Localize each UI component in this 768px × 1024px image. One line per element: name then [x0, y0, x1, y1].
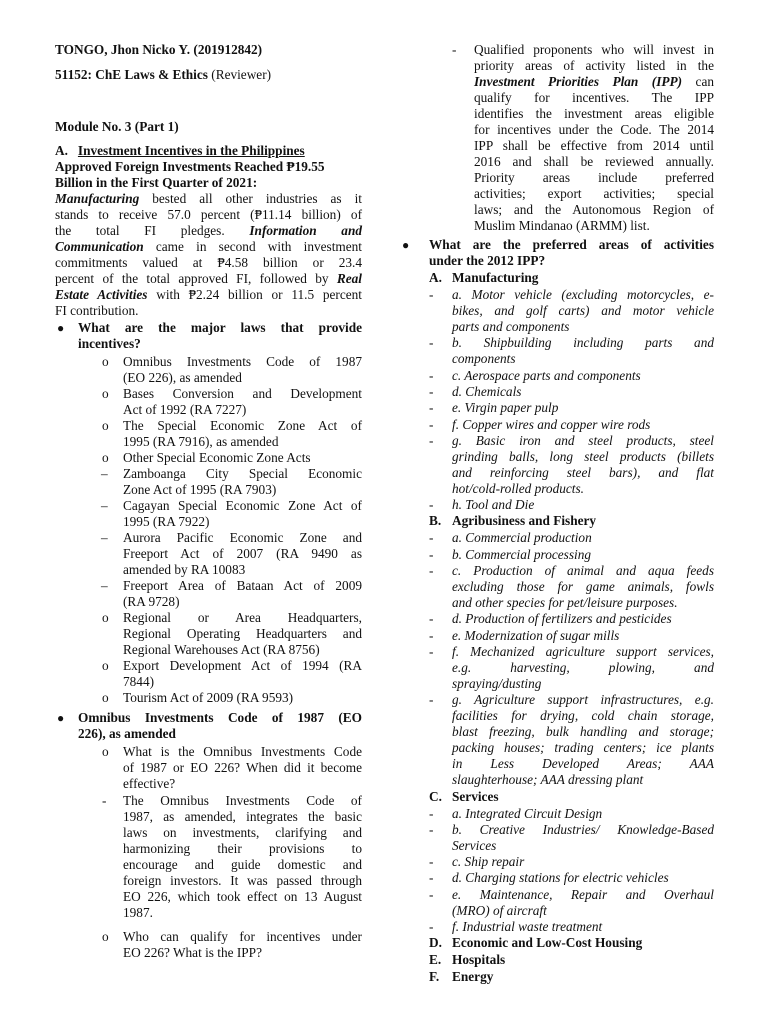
- dash-marker: -: [429, 627, 434, 643]
- dash-marker: -: [429, 643, 434, 659]
- omnibus-line: EO 226? What is the IPP?: [123, 945, 262, 960]
- para-line: [55, 287, 362, 303]
- activity-line: a. Integrated Circuit Design: [452, 805, 603, 821]
- circle-bullet-icon: o: [102, 354, 109, 369]
- real-term: Real: [336, 271, 362, 286]
- ipp-line: priority areas of activity listed in the: [474, 58, 714, 73]
- circle-bullet-icon: o: [102, 658, 109, 673]
- activity-line: and reinforcing steel bars), and flat: [452, 464, 714, 480]
- dash-marker: -: [429, 416, 434, 432]
- section-letter: A.: [429, 270, 442, 285]
- ipp-line: Priority areas include preferred: [474, 170, 714, 185]
- dash-marker: –: [101, 578, 108, 593]
- omnibus-line: Who can qualify for incentives under: [123, 929, 362, 944]
- law-line: Zone Act of 1995 (RA 7903): [123, 482, 277, 497]
- activity-line: packing houses; trading centers; ice plants: [452, 740, 714, 756]
- section-a-title: Investment Incentives in the Philippines: [77, 143, 305, 158]
- course-title: [55, 67, 362, 83]
- activity-line: a. Motor vehicle (excluding motorcycles, e-: [452, 287, 714, 302]
- dash-marker: -: [429, 886, 434, 902]
- section-title: Energy: [452, 969, 494, 985]
- activity-line: h. Tool and Die: [452, 497, 535, 513]
- activity-line: c. Production of animal and aqua feeds: [452, 563, 714, 578]
- dash-marker: -: [429, 611, 434, 627]
- para-line: commitments valued at ₱4.58 billion or 23.4: [55, 255, 362, 270]
- law-line: (EO 226), as amended: [123, 370, 242, 385]
- estate-term: Estate Activities: [55, 287, 148, 302]
- dash-marker: -: [429, 497, 434, 513]
- bullet-icon: ●: [57, 321, 65, 335]
- activity-line: e. Virgin paper pulp: [452, 400, 559, 416]
- activity-line: in Less Developed Areas; AAA: [452, 756, 714, 772]
- activity-line: c. Aerospace parts and components: [452, 367, 641, 383]
- info-term: Information and: [249, 223, 362, 238]
- section-title: Manufacturing: [452, 270, 539, 285]
- law-line: Act of 1992 (RA 7227): [123, 402, 247, 417]
- subhead-line-1: Approved Foreign Investments Reached ₱19.55: [55, 159, 325, 174]
- dash-marker: -: [429, 530, 434, 546]
- omnibus-line: 1987.: [123, 905, 153, 920]
- activity-line: facilities for drying, cold chain storage,: [452, 708, 714, 724]
- activity-line: b. Commercial processing: [452, 546, 591, 562]
- law-line: 1995 (RA 7922): [123, 514, 210, 529]
- question-line: What are the major laws that provide: [78, 320, 362, 335]
- activity-line: f. Mechanized agriculture support services,: [452, 643, 714, 659]
- activity-line: grinding balls, long steel products (billets: [452, 448, 714, 464]
- activity-line: Services: [452, 837, 497, 853]
- activity-line: d. Production of fertilizers and pesticides: [452, 611, 672, 627]
- activity-line: spraying/dusting: [452, 675, 542, 691]
- bullet-icon: ●: [402, 238, 410, 252]
- activity-line: g. Basic iron and steel products, steel: [452, 432, 714, 448]
- section-letter: C.: [429, 788, 442, 804]
- section-a-heading: [55, 143, 362, 159]
- dash-marker: -: [429, 870, 434, 886]
- activity-line: (MRO) of aircraft: [452, 902, 547, 918]
- para-fragment: came in second with investment: [143, 239, 362, 254]
- omnibus-line: of 1987 or EO 226? When did it become: [123, 760, 362, 775]
- section-letter: B.: [429, 513, 442, 529]
- dash-marker: -: [429, 335, 434, 351]
- law-line: Export Development Act of 1994 (RA: [123, 658, 362, 673]
- omnibus-line: effective?: [123, 776, 176, 791]
- activity-line: parts and components: [452, 319, 570, 334]
- circle-bullet-icon: o: [102, 610, 109, 625]
- course-suffix: (Reviewer): [211, 67, 272, 82]
- ipp-line: activities; export activities; special: [474, 186, 714, 201]
- subhead-line-2: Billion in the First Quarter of 2021:: [55, 175, 258, 190]
- section-title: Hospitals: [452, 952, 506, 968]
- activity-line: b. Shipbuilding including parts and: [452, 335, 714, 351]
- manufacturing-term: Manufacturing: [55, 191, 140, 206]
- para-line: [55, 239, 362, 255]
- circle-bullet-icon: o: [102, 690, 109, 705]
- question-line: incentives?: [78, 336, 141, 351]
- activity-line: f. Copper wires and copper wire rods: [452, 416, 651, 432]
- ipp-term: Investment Priorities Plan (IPP): [474, 74, 683, 89]
- dash-marker: -: [429, 821, 434, 837]
- activity-line: d. Chemicals: [452, 383, 522, 399]
- para-fragment: with ₱2.24 billion or 11.5 percent: [147, 287, 362, 302]
- dash-marker: -: [429, 805, 434, 821]
- law-line: Regional Warehouses Act (RA 8756): [123, 642, 320, 657]
- circle-bullet-icon: o: [102, 450, 109, 465]
- section-title: Economic and Low-Cost Housing: [452, 935, 643, 951]
- heading-line: 226), as amended: [78, 726, 176, 741]
- omnibus-line: What is the Omnibus Investments Code: [123, 744, 362, 759]
- law-line: Zamboanga City Special Economic: [123, 466, 362, 481]
- para-fragment: bested all other industries as it: [139, 191, 362, 206]
- omnibus-line: laws on investments, clarifying and: [123, 825, 362, 840]
- section-letter: E.: [429, 952, 442, 968]
- section-a-letter: A.: [55, 143, 68, 158]
- law-line: Regional or Area Headquarters,: [123, 610, 362, 625]
- activity-line: and other species for pet/leisure purposes.: [452, 595, 678, 610]
- circle-bullet-icon: o: [102, 929, 109, 944]
- law-line: Bases Conversion and Development: [123, 386, 362, 401]
- activity-line: e. Maintenance, Repair and Overhaul: [452, 886, 714, 902]
- ipp-line: qualify for incentives. The IPP: [474, 90, 714, 105]
- activity-line: a. Commercial production: [452, 530, 592, 546]
- para-fragment: can: [682, 74, 714, 89]
- activity-line: components: [452, 351, 516, 367]
- law-line: Cagayan Special Economic Zone Act of: [123, 498, 362, 513]
- activity-line: blast freezing, bulk handling and storage;: [452, 724, 714, 740]
- dash-marker: -: [429, 287, 434, 302]
- law-line: 7844): [123, 674, 155, 689]
- law-line: amended by RA 10083: [123, 562, 246, 577]
- omnibus-line: harmonizing their provisions to: [123, 841, 362, 856]
- dash-marker: -: [102, 793, 107, 808]
- dash-marker: -: [429, 367, 434, 383]
- law-line: Tourism Act of 2009 (RA 9593): [123, 690, 294, 705]
- para-line: FI contribution.: [55, 303, 139, 318]
- law-line: Freeport Area of Bataan Act of 2009: [123, 578, 362, 593]
- ipp-line: for incentives under the Code. The 2014: [474, 122, 714, 137]
- law-line: Omnibus Investments Code of 1987: [123, 354, 362, 369]
- circle-bullet-icon: o: [102, 744, 109, 759]
- question-line: under the 2012 IPP?: [429, 253, 546, 268]
- section-letter: F.: [429, 969, 440, 985]
- omnibus-line: 1987, as amended, integrates the basic: [123, 809, 362, 824]
- activity-line: e.g. harvesting, plowing, and: [452, 659, 714, 675]
- ipp-line: 2016 and shall be reviewed annually.: [474, 154, 714, 169]
- law-line: (RA 9728): [123, 594, 180, 609]
- section-title: Agribusiness and Fishery: [452, 513, 597, 529]
- activity-line: b. Creative Industries/ Knowledge-Based: [452, 821, 714, 837]
- omnibus-line: EO 226, which took effect on 13 August: [123, 889, 362, 904]
- activity-line: g. Agriculture support infrastructures, e.g.: [452, 692, 714, 708]
- para-line: [55, 271, 362, 287]
- activity-line: hot/cold-rolled products.: [452, 480, 584, 496]
- dash-marker: –: [101, 466, 108, 481]
- activity-line: f. Industrial waste treatment: [452, 919, 603, 934]
- dash-marker: -: [429, 919, 434, 934]
- law-line: 1995 (RA 7916), as amended: [123, 434, 279, 449]
- activity-line: c. Ship repair: [452, 854, 525, 870]
- law-line: Freeport Act of 2007 (RA 9490 as: [123, 546, 362, 561]
- dash-marker: -: [429, 383, 434, 399]
- activity-line: d. Charging stations for electric vehicles: [452, 870, 669, 886]
- course-code: 51152: ChE Laws & Ethics: [55, 67, 208, 82]
- section-title: Services: [452, 788, 499, 804]
- dash-marker: -: [429, 563, 434, 578]
- ipp-line: identifies the investment areas eligible: [474, 106, 714, 121]
- circle-bullet-icon: o: [102, 418, 109, 433]
- law-line: Other Special Economic Zone Acts: [123, 450, 311, 465]
- dash-marker: -: [429, 432, 434, 448]
- ipp-line: laws; and the Autonomous Region of: [474, 202, 714, 217]
- dash-marker: -: [429, 546, 434, 562]
- dash-marker: -: [429, 692, 434, 708]
- communication-term: Communication: [55, 239, 144, 254]
- para-fragment: percent of the total approved FI, followed by: [55, 271, 337, 286]
- omnibus-line: foreign investors. It was passed through: [123, 873, 362, 888]
- omnibus-line: encourage and guide domestic and: [123, 857, 362, 872]
- law-line: Aurora Pacific Economic Zone and: [123, 530, 362, 545]
- student-name: TONGO, Jhon Nicko Y. (201912842): [55, 42, 263, 57]
- heading-line: Omnibus Investments Code of 1987 (EO: [78, 710, 362, 725]
- dash-marker: –: [101, 530, 108, 545]
- module-title: Module No. 3 (Part 1): [55, 119, 179, 134]
- circle-bullet-icon: o: [102, 386, 109, 401]
- ipp-line: [474, 74, 714, 90]
- law-line: The Special Economic Zone Act of: [123, 418, 362, 433]
- ipp-line: Qualified proponents who will invest in: [474, 42, 714, 57]
- para-line: stands to receive 57.0 percent (₱11.14 billion) of: [55, 207, 362, 222]
- question-line: What are the preferred areas of activities: [429, 237, 714, 252]
- ipp-line: IPP shall be effective from 2014 until: [474, 138, 714, 153]
- dash-marker: -: [429, 400, 434, 416]
- section-letter: D.: [429, 935, 442, 951]
- bullet-icon: ●: [57, 711, 65, 725]
- ipp-line: Muslim Mindanao (ARMM) list.: [474, 218, 650, 233]
- para-line: [55, 191, 362, 207]
- dash-marker: -: [429, 854, 434, 870]
- para-fragment: the total FI pledges.: [55, 223, 250, 238]
- activity-line: bikes, and golf carts) and motor vehicle: [452, 303, 714, 318]
- activity-line: slaughterhouse; AAA dressing plant: [452, 772, 644, 788]
- law-line: Regional Operating Headquarters and: [123, 626, 362, 641]
- dash-marker: -: [452, 42, 457, 57]
- omnibus-line: The Omnibus Investments Code of: [123, 793, 362, 808]
- dash-marker: –: [101, 498, 108, 513]
- activity-line: excluding those for game animals, fowls: [452, 579, 714, 594]
- activity-line: e. Modernization of sugar mills: [452, 627, 620, 643]
- para-line: [55, 223, 362, 239]
